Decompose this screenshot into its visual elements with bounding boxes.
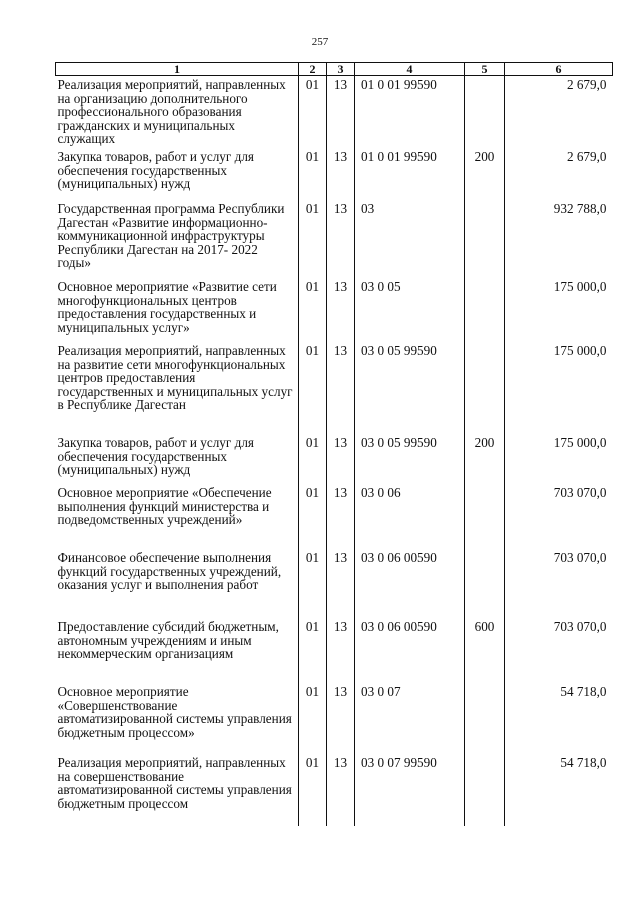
row-subsection-code: 13 [327,618,355,683]
row-expense-type [465,342,505,434]
row-target-code: 03 0 07 [355,683,465,754]
row-expense-type [465,549,505,618]
row-subsection-code: 13 [327,200,355,278]
row-amount: 703 070,0 [505,549,613,618]
table-row [56,484,613,549]
column-header: 1 [56,63,299,76]
row-section-code: 01 [299,200,327,278]
row-name: Основное мероприятие «Развитие сети многофункциональных центров предоставления государственных и муниципальных услуг» [57,279,277,335]
row-name: Основное мероприятие «Совершенствование автоматизированной системы управления бюджетным процессом» [57,684,292,740]
row-name: Закупка товаров, работ и услуг для обеспечения государственных (муниципальных) нужд [57,149,254,192]
row-subsection-code: 13 [327,484,355,549]
row-expense-type [465,76,505,149]
table-row [56,683,613,754]
column-header: 2 [299,63,327,76]
table-row [56,278,613,342]
row-target-code: 03 0 07 99590 [355,754,465,826]
row-subsection-code: 13 [327,278,355,342]
row-name: Основное мероприятие «Обеспечение выполнения функций министерства и подведомственных учреждений» [57,485,272,528]
page-number: 257 [311,36,329,48]
row-subsection-code: 13 [327,76,355,149]
row-amount: 54 718,0 [505,754,613,826]
row-target-code: 01 0 01 99590 [355,148,465,200]
row-section-code: 01 [299,278,327,342]
table-row [56,342,613,434]
row-name: Предоставление субсидий бюджетным, автономным учреждениям и иным некоммерческим организациям [57,619,279,662]
row-section-code: 01 [299,148,327,200]
row-amount: 932 788,0 [505,200,613,278]
row-expense-type [465,683,505,754]
column-header: 5 [465,63,505,76]
table-row [56,200,613,278]
row-expense-type [465,754,505,826]
row-name: Закупка товаров, работ и услуг для обеспечения государственных (муниципальных) нужд [57,435,254,478]
row-subsection-code: 13 [327,434,355,484]
row-amount: 175 000,0 [505,278,613,342]
row-amount: 2 679,0 [505,76,613,149]
table-row [56,434,613,484]
row-expense-type: 200 [465,434,505,484]
column-header: 4 [355,63,465,76]
table-row [56,618,613,683]
row-target-code: 03 0 05 99590 [355,434,465,484]
row-name: Государственная программа Республики Дагестан «Развитие информационно-коммуникационной инфраструктуры Республики Дагестан на 2017- 2022 годы» [57,201,285,271]
row-name: Реализация мероприятий, направленных на совершенствование автоматизированной системы управления бюджетным процессом [57,755,292,811]
row-target-code: 03 0 06 00590 [355,549,465,618]
row-expense-type [465,484,505,549]
row-name: Реализация мероприятий, направленных на организацию дополнительного профессионального образования гражданских и муниципальных служащих [57,77,286,147]
table-header [56,63,613,76]
row-subsection-code: 13 [327,683,355,754]
row-subsection-code: 13 [327,754,355,826]
row-target-code: 03 0 06 00590 [355,618,465,683]
row-expense-type [465,278,505,342]
row-target-code: 03 0 05 99590 [355,342,465,434]
table-row [56,754,613,826]
row-expense-type [465,200,505,278]
row-section-code: 01 [299,342,327,434]
row-target-code: 03 0 05 [355,278,465,342]
row-amount: 54 718,0 [505,683,613,754]
table-row [56,148,613,200]
column-header: 6 [505,63,613,76]
row-section-code: 01 [299,549,327,618]
column-header: 3 [327,63,355,76]
table-row [56,76,613,149]
row-target-code: 03 [355,200,465,278]
row-amount: 175 000,0 [505,342,613,434]
row-section-code: 01 [299,434,327,484]
row-section-code: 01 [299,484,327,549]
row-expense-type: 600 [465,618,505,683]
row-amount: 2 679,0 [505,148,613,200]
row-section-code: 01 [299,76,327,149]
row-amount: 175 000,0 [505,434,613,484]
row-amount: 703 070,0 [505,618,613,683]
row-name: Реализация мероприятий, направленных на развитие сети многофункциональных центров предоставления государственных и муниципальных услуг в Республике Дагестан [57,343,293,413]
row-section-code: 01 [299,754,327,826]
row-section-code: 01 [299,618,327,683]
row-target-code: 01 0 01 99590 [355,76,465,149]
row-target-code: 03 0 06 [355,484,465,549]
row-expense-type: 200 [465,148,505,200]
row-subsection-code: 13 [327,342,355,434]
row-name: Финансовое обеспечение выполнения функций государственных учреждений, оказания услуг и выполнения работ [57,550,282,593]
table-row [56,549,613,618]
row-subsection-code: 13 [327,148,355,200]
budget-table [55,62,613,826]
row-amount: 703 070,0 [505,484,613,549]
row-subsection-code: 13 [327,549,355,618]
row-section-code: 01 [299,683,327,754]
